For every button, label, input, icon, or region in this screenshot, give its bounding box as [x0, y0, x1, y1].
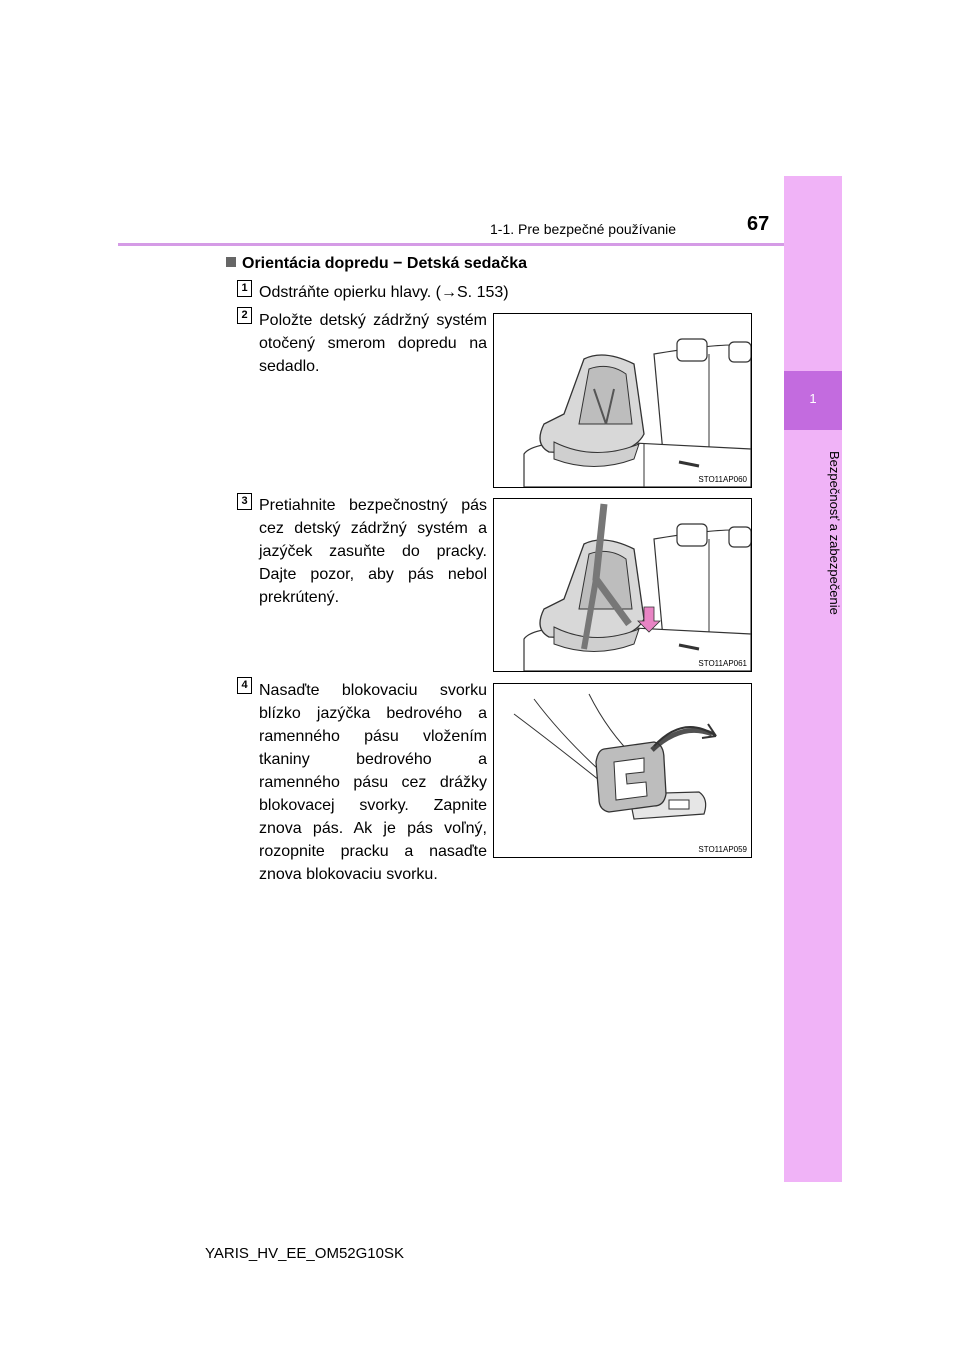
- chapter-number: 1: [809, 391, 817, 406]
- header-rule: [118, 243, 840, 246]
- step-number-1: 1: [237, 280, 252, 297]
- figure-child-seat-on-seat: [493, 313, 752, 488]
- footer-model-code: YARIS_HV_EE_OM52G10SK: [205, 1245, 404, 1262]
- section-heading-text: Orientácia dopredu − Detská sedačka: [242, 255, 528, 272]
- step-text-2: Položte detský zádržný systém otočený smerom dopredu na sedadlo.: [259, 312, 487, 375]
- section-heading: [226, 255, 527, 273]
- step-text-3: Pretiahnite bezpečnostný pás cez detský zádržný systém a jazýček zasuňte do pracky. Dajte pozor, aby pás nebol prekrútený.: [259, 497, 487, 606]
- chapter-title: Bezpečnosť a zabezpečenie: [827, 451, 842, 615]
- step-number-4: 4: [237, 677, 252, 694]
- chapter-tab[interactable]: [784, 371, 842, 430]
- figure-code-2: STO11AP061: [698, 659, 747, 668]
- figure-locking-clip: [493, 683, 752, 858]
- belt-routing-illustration: [494, 499, 751, 671]
- figure-belt-through-seat: [493, 498, 752, 672]
- step-number-2: 2: [237, 307, 252, 324]
- side-tab: [784, 176, 842, 1182]
- step-number-3: 3: [237, 493, 252, 510]
- figure-code-3: STO11AP059: [698, 845, 747, 854]
- heading-square-icon: [226, 257, 236, 267]
- page-number: 67: [747, 213, 770, 235]
- figure-code-1: STO11AP060: [698, 475, 747, 484]
- step-text-4: Nasaďte blokovaciu svorku blízko jazýčka bedrového a ramenného pásu vložením tkaniny bedrového a ramenného pásu cez drážky blokovacej svorky. Zapnite znova pás. Ak je pás voľný, rozopnite pracku a nasaďte znova blokovaciu svorku.: [259, 682, 487, 883]
- header-section-label: 1-1. Pre bezpečné používanie: [490, 221, 677, 237]
- step-text-1: Odstráňte opierku hlavy. (→S. 153): [259, 284, 509, 301]
- locking-clip-illustration: [494, 684, 751, 857]
- child-seat-illustration: [494, 314, 751, 487]
